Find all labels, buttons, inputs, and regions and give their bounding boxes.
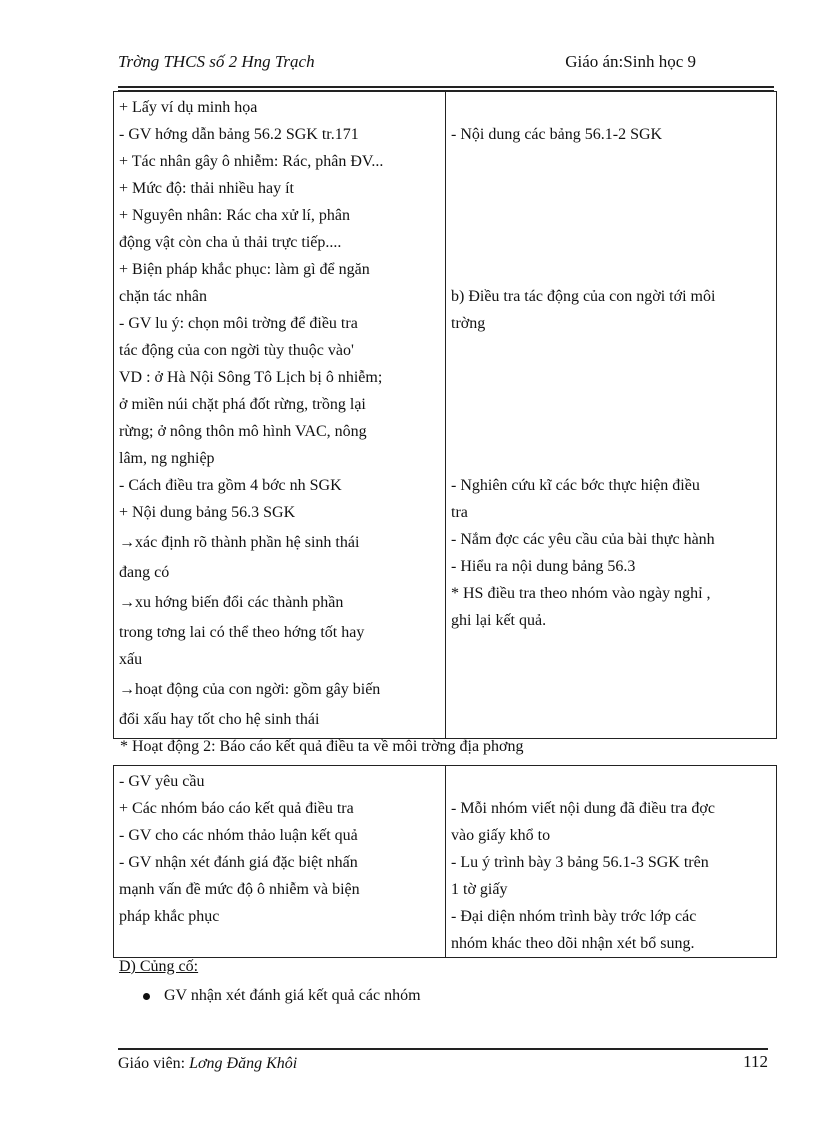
text-line: + Nội dung bảng 56.3 SGK [119,504,296,521]
activity-table-2 [113,765,777,958]
text-line: - GV hớng dẫn bảng 56.2 SGK tr.171 [119,126,359,143]
text-line: * HS điều tra theo nhóm vào ngày nghỉ , [451,585,711,602]
text-line: 1 tờ giấy [451,881,508,898]
student-activity-cell [446,92,777,739]
text-line: - Đại diện nhóm trình bày trớc lớp các [451,908,697,925]
text-line: xấu [119,651,143,668]
page-header [118,52,696,76]
text-line: b) Điều tra tác động của con ngời tới môi [451,288,716,305]
text-line: nhóm khác theo dõi nhận xét bổ sung. [451,935,695,952]
spacer [451,94,771,121]
teacher-label: Giáo viên: [118,1055,190,1072]
text-line: ở miền núi chặt phá đốt rừng, trồng lại [119,396,366,413]
text-line: - Lu ý trình bày 3 bảng 56.1-3 SGK trên [451,854,709,871]
text-line: mạnh vấn đề mức độ ô nhiễm và biện [119,881,360,898]
text-line: vào giấy khổ to [451,827,551,844]
text-line: + Biện pháp khắc phục: làm gì để ngăn [119,261,370,278]
text-line: + Các nhóm báo cáo kết quả điều tra [119,800,354,817]
text-line: pháp khắc phục [119,908,220,925]
text-line: →hoạt động của con ngời: gồm gây biến [119,681,381,698]
text-line: - Cách điều tra gồm 4 bớc nh SGK [119,477,342,494]
text-line: đang có [119,564,170,581]
activity-2-heading: * Hoạt động 2: Báo cáo kết quả điều ta về môi trờng địa phơng [120,738,524,755]
student-activity-cell [446,766,777,958]
text-line: tra [451,504,468,521]
consolidation-bullet [143,987,421,1005]
text-line: trờng [451,315,486,332]
text-line: ghi lại kết quả. [451,612,547,629]
footer-rule [118,1048,768,1050]
text-line: →xác định rõ thành phần hệ sinh thái [119,534,360,551]
text-line: - Mỗi nhóm viết nội dung đã điều tra đợc [451,800,715,817]
activity-table-1 [113,91,777,739]
text-line: - GV lu ý: chọn môi trờng để điều tra [119,315,358,332]
text-line: tác động của con ngời tùy thuộc vào' [119,342,354,359]
text-line: lâm, ng nghiệp [119,450,215,467]
spacer [451,768,771,795]
text-line: - Nội dung các bảng 56.1-2 SGK [451,126,663,143]
text-line: VD : ở Hà Nội Sông Tô Lịch bị ô nhiễm; [119,369,383,386]
course-title: Giáo án:Sinh học 9 [565,52,696,71]
header-rule [118,86,774,88]
text-line: - Nghiên cứu kĩ các bớc thực hiện điều [451,477,700,494]
text-line: - Nắm đợc các yêu cầu của bài thực hành [451,531,715,548]
text-line: đổi xấu hay tốt cho hệ sinh thái [119,711,320,728]
text-line: - GV cho các nhóm thảo luận kết quả [119,827,358,844]
spacer [451,148,771,283]
page-number: 112 [743,1052,768,1071]
text-line: rừng; ở nông thôn mô hình VAC, nông [119,423,367,440]
text-line: + Mức độ: thải nhiều hay ít [119,180,294,197]
text-line: trong tơng lai có thể theo hớng tốt hay [119,624,365,641]
teacher-activity-cell [114,92,446,739]
teacher-name: Lơng Đăng Khôi [189,1055,298,1072]
consolidation-heading: D) Củng cố: [119,958,199,975]
text-line: + Tác nhân gây ô nhiễm: Rác, phân ĐV... [119,153,384,170]
text-line: - GV yêu cầu [119,773,205,790]
text-line: + Lấy ví dụ minh họa [119,99,258,116]
footer-teacher [118,1055,297,1073]
bullet-icon [143,993,150,1000]
text-line: chặn tác nhân [119,288,207,305]
school-name: Trờng THCS số 2 Hng Trạch [118,52,315,71]
text-line: →xu hớng biến đổi các thành phần [119,594,344,611]
teacher-activity-cell [114,766,446,958]
bullet-text: GV nhận xét đánh giá kết quả các nhóm [164,987,421,1004]
spacer [451,337,771,472]
text-line: + Nguyên nhân: Rác cha xử lí, phân [119,207,350,224]
text-line: động vật còn cha ủ thải trực tiếp.... [119,234,342,251]
text-line: - Hiểu ra nội dung bảng 56.3 [451,558,636,575]
text-line: - GV nhận xét đánh giá đặc biệt nhấn [119,854,358,871]
